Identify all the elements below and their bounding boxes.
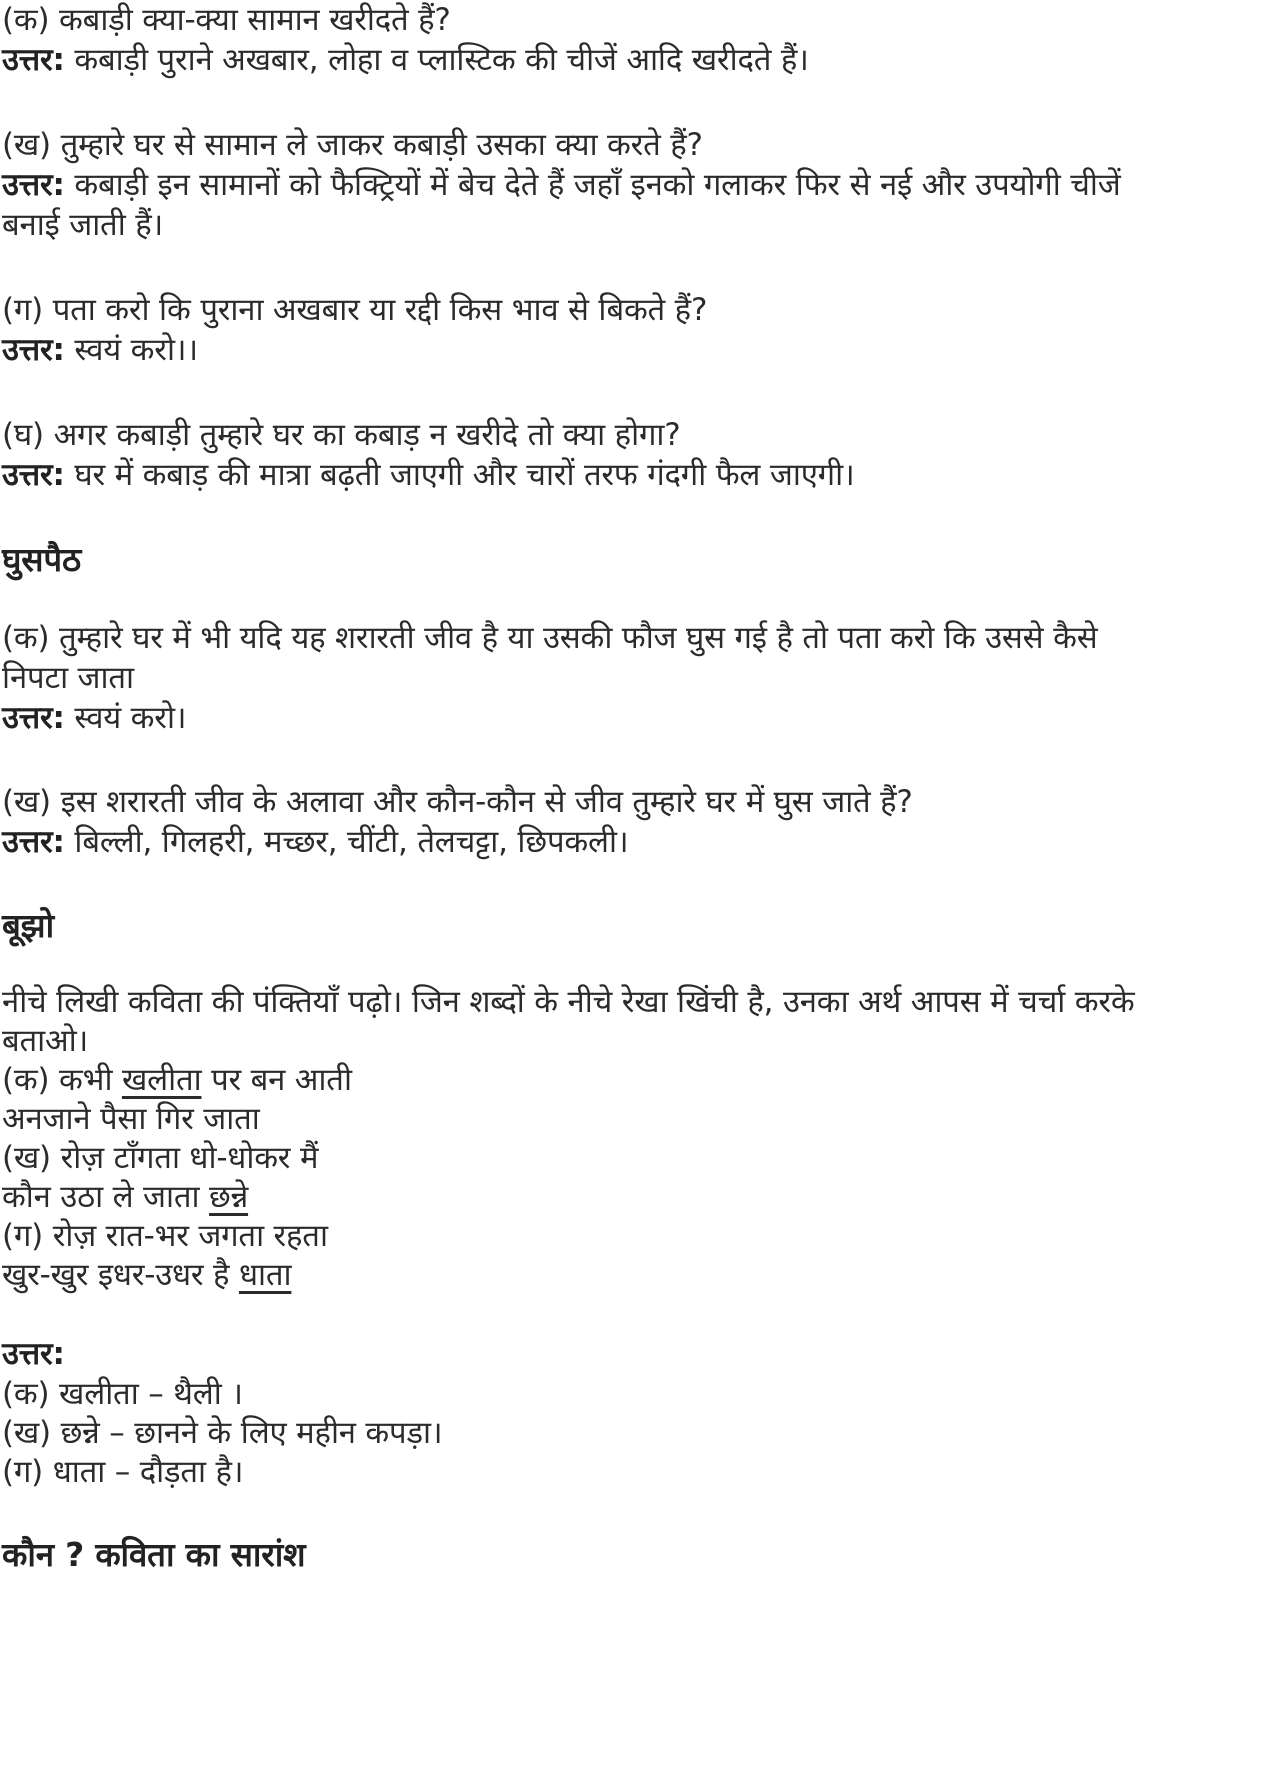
poem-text: अनजाने पैसा गिर जाता xyxy=(2,1101,260,1137)
boojho-answer-label xyxy=(2,1334,65,1374)
question-ga-kabadi xyxy=(2,290,707,330)
boojho-instructions xyxy=(2,982,1134,1022)
answer-label: उत्तर: xyxy=(2,332,65,368)
question-text: निपटा जाता xyxy=(2,660,134,696)
question-kha-kabadi xyxy=(2,125,703,165)
boojho-answer-ga xyxy=(2,1452,243,1492)
answer-ka-ghuspaith xyxy=(2,698,186,738)
answer-text: स्वयं करो।। xyxy=(64,332,198,368)
poem-line-ga-1 xyxy=(2,1216,328,1256)
answer-text: (क) खलीता – थैली । xyxy=(2,1376,243,1412)
poem-line-kha-2 xyxy=(2,1177,248,1217)
answer-label: उत्तर: xyxy=(2,457,65,493)
section-heading-boojho xyxy=(2,906,54,946)
question-ka-kabadi xyxy=(2,0,451,40)
answer-label: उत्तर: xyxy=(2,1336,65,1372)
answer-text: घर में कबाड़ की मात्रा बढ़ती जाएगी और चारों तरफ गंदगी फैल जाएगी। xyxy=(64,457,855,493)
poem-line-ka-1 xyxy=(2,1060,352,1100)
answer-text: बिल्ली, गिलहरी, मच्छर, चींटी, तेलचट्टा, छिपकली। xyxy=(64,824,629,860)
section-heading-kaun-summary xyxy=(2,1535,305,1575)
poem-text: (ख) रोज़ टाँगता धो-धोकर मैं xyxy=(2,1140,319,1176)
answer-label: उत्तर: xyxy=(2,700,65,736)
answer-text: स्वयं करो। xyxy=(64,700,187,736)
boojho-answer-ka xyxy=(2,1374,243,1414)
poem-text: (ग) रोज़ रात-भर जगता रहता xyxy=(2,1218,328,1254)
instruction-text: बताओ। xyxy=(2,1023,89,1059)
question-gha-kabadi xyxy=(2,415,680,455)
question-ka-ghuspaith-cont xyxy=(2,658,134,698)
poem-line-kha-1 xyxy=(2,1138,318,1178)
answer-text: (ग) धाता – दौड़ता है। xyxy=(2,1454,244,1490)
section-heading-ghuspaith xyxy=(2,540,81,580)
answer-ka-kabadi xyxy=(2,40,809,80)
poem-line-ga-2 xyxy=(2,1255,291,1295)
instruction-text: नीचे लिखी कविता की पंक्तियाँ पढ़ो। जिन शब्दों के नीचे रेखा खिंची है, उनका अर्थ आपस में चर्चा करके xyxy=(2,984,1135,1020)
answer-text: (ख) छन्ने – छानने के लिए महीन कपड़ा। xyxy=(2,1415,443,1451)
question-text: (ख) इस शरारती जीव के अलावा और कौन-कौन से जीव तुम्हारे घर में घुस जाते हैं? xyxy=(2,784,913,820)
underlined-word: छन्ने xyxy=(209,1179,249,1215)
underlined-word: धाता xyxy=(238,1257,292,1293)
answer-gha-kabadi xyxy=(2,455,855,495)
answer-text: बनाई जाती हैं। xyxy=(2,207,164,243)
answer-ga-kabadi xyxy=(2,330,198,370)
question-text: (घ) अगर कबाड़ी तुम्हारे घर का कबाड़ न खरीदे तो क्या होगा? xyxy=(2,417,681,453)
question-text: (ख) तुम्हारे घर से सामान ले जाकर कबाड़ी उसका क्या करते हैं? xyxy=(2,127,703,163)
question-ka-ghuspaith xyxy=(2,618,1097,658)
answer-kha-kabadi-cont xyxy=(2,205,163,245)
underlined-word: खलीता xyxy=(121,1062,202,1098)
heading-text: बूझो xyxy=(2,906,54,945)
heading-text: घुसपैठ xyxy=(2,540,81,579)
poem-text: खुर-खुर इधर-उधर है xyxy=(2,1257,239,1293)
boojho-answer-kha xyxy=(2,1413,442,1453)
poem-text: कौन उठा ले जाता xyxy=(2,1179,210,1215)
answer-kha-kabadi xyxy=(2,165,1121,205)
answer-label: उत्तर: xyxy=(2,167,65,203)
poem-line-ka-2 xyxy=(2,1099,260,1139)
poem-text: (क) कभी xyxy=(2,1062,122,1098)
answer-kha-ghuspaith xyxy=(2,822,628,862)
question-text: (क) तुम्हारे घर में भी यदि यह शरारती जीव है या उसकी फौज घुस गई है तो पता करो कि उससे कैसे xyxy=(2,620,1098,656)
question-text: (क) कबाड़ी क्या-क्या सामान खरीदते हैं? xyxy=(2,2,451,38)
heading-text: कौन ? कविता का सारांश xyxy=(2,1535,306,1574)
answer-text: कबाड़ी इन सामानों को फैक्ट्रियों में बेच देते हैं जहाँ इनको गलाकर फिर से नई और उपयोगी चीजें xyxy=(64,167,1121,203)
answer-label: उत्तर: xyxy=(2,824,65,860)
poem-text: पर बन आती xyxy=(201,1062,352,1098)
question-kha-ghuspaith xyxy=(2,782,913,822)
answer-label: उत्तर: xyxy=(2,42,65,78)
question-text: (ग) पता करो कि पुराना अखबार या रद्दी किस भाव से बिकते हैं? xyxy=(2,292,708,328)
boojho-instructions-cont xyxy=(2,1021,88,1061)
answer-text: कबाड़ी पुराने अखबार, लोहा व प्लास्टिक की चीजें आदि खरीदते हैं। xyxy=(64,42,809,78)
